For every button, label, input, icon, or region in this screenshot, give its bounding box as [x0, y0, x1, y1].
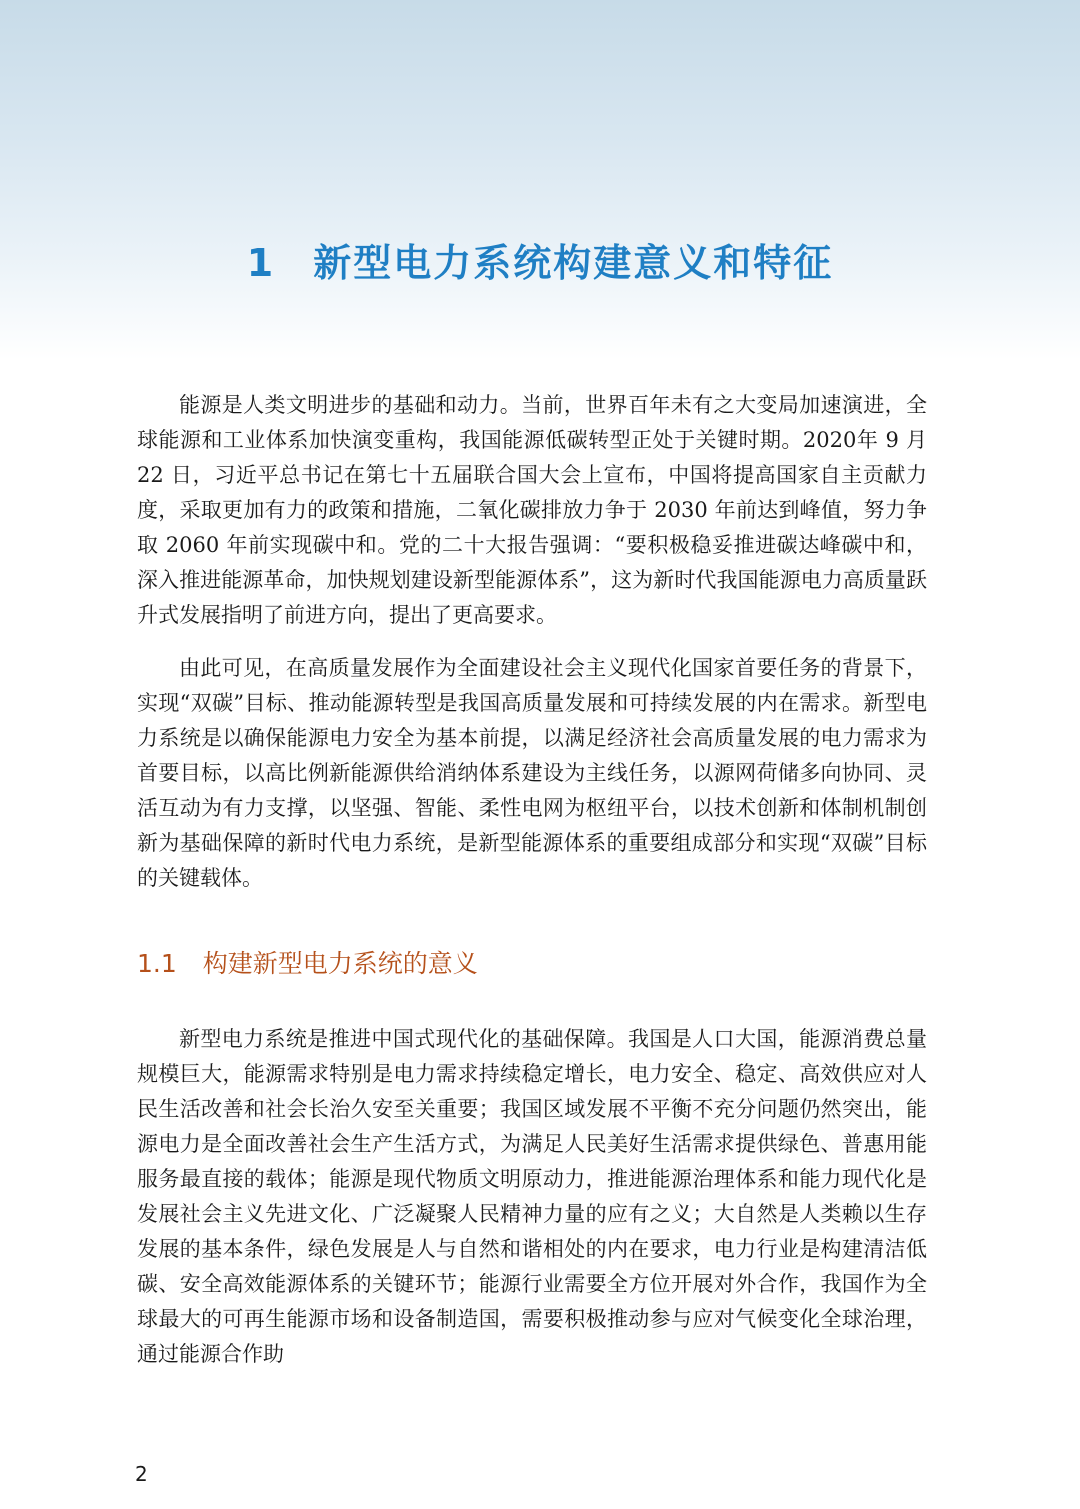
- page-number: 2: [135, 1462, 148, 1486]
- section-paragraph: 新型电力系统是推进中国式现代化的基础保障。我国是人口大国，能源消费总量规模巨大，能源需求特别是电力需求持续稳定增长，电力安全、稳定、高效供应对人民生活改善和社会长治久安至关重要；我国区域发展不平衡不充分问题仍然突出，能源电力是全面改善社会生产生活方式，为满足人民美好生活需求提供绿色、普惠用能服务最直接的载体；能源是现代物质文明原动力，推进能源治理体系和能力现代化是发展社会主义先进文化、广泛凝聚人民精神力量的应有之义；大自然是人类赖以生存发展的基本条件，绿色发展是人与自然和谐相处的内在要求，电力行业是构建清洁低碳、安全高效能源体系的关键环节；能源行业需要全方位开展对外合作，我国作为全球最大的可再生能源市场和设备制造国，需要积极推动参与应对气候变化全球治理，通过能源合作助: [137, 1027, 927, 1366]
- section-number: 1.1: [137, 949, 177, 978]
- section-heading: [137, 944, 478, 980]
- body-paragraph-1: 能源是人类文明进步的基础和动力。当前，世界百年未有之大变局加速演进，全球能源和工业体系加快演变重构，我国能源低碳转型正处于关键时期。2020年 9 月 22 日，习近平总书记在第七十五届联合国大会上宣布，中国将提高国家自主贡献力度，采取更加有力的政策和措施，二氧化碳排放力争于 2030 年前达到峰值，努力争取 2060 年前实现碳中和。党的二十大报告强调：“要积极稳妥推进碳达峰碳中和，深入推进能源革命，加快规划建设新型能源体系”，这为新时代我国能源电力高质量跃升式发展指明了前进方向，提出了更高要求。: [137, 393, 927, 627]
- chapter-number: 1: [246, 241, 276, 285]
- header-band: [0, 0, 1080, 360]
- chapter-title: [0, 232, 1080, 287]
- chapter-title-text: 新型电力系统构建意义和特征: [313, 241, 834, 285]
- section-title: 构建新型电力系统的意义: [202, 949, 478, 978]
- body-paragraph-2: 由此可见，在高质量发展作为全面建设社会主义现代化国家首要任务的背景下，实现“双碳”目标、推动能源转型是我国高质量发展和可持续发展的内在需求。新型电力系统是以确保能源电力安全为基本前提，以满足经济社会高质量发展的电力需求为首要目标，以高比例新能源供给消纳体系建设为主线任务，以源网荷储多向协同、灵活互动为有力支撑，以坚强、智能、柔性电网为枢纽平台，以技术创新和体制机制创新为基础保障的新时代电力系统，是新型能源体系的重要组成部分和实现“双碳”目标的关键载体。: [137, 656, 927, 890]
